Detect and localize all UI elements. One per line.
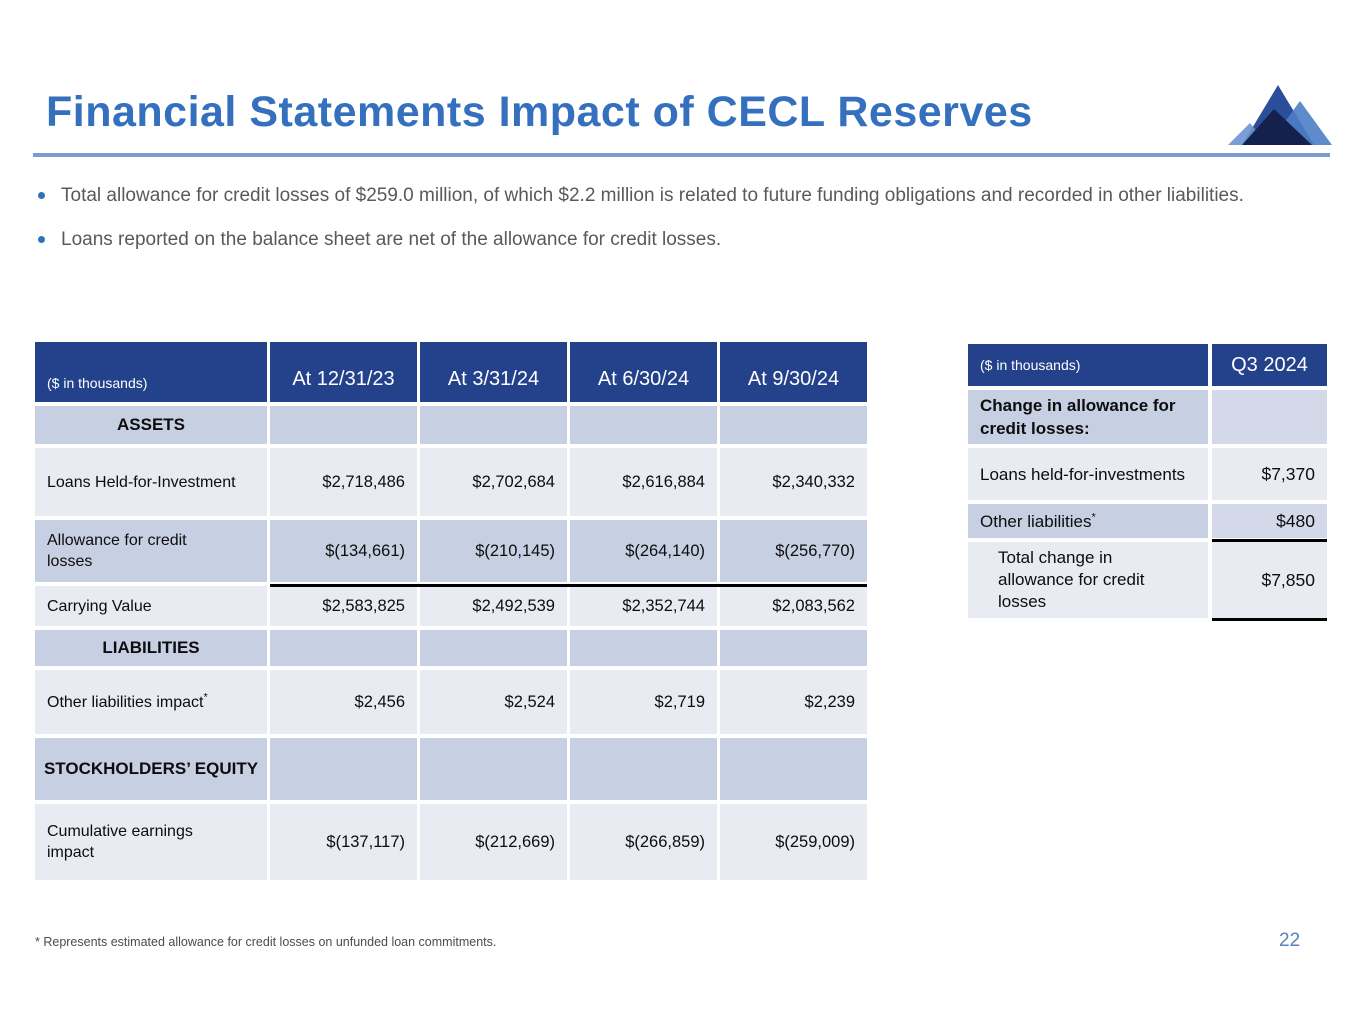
page-title: Financial Statements Impact of CECL Reserves: [46, 88, 1033, 136]
row-label: Other liabilities impact*: [35, 670, 267, 734]
table-row: [35, 586, 867, 626]
bullet-dot-icon: [38, 236, 45, 243]
column-header: At 3/31/24: [420, 342, 567, 402]
mountain-logo-icon: [1228, 80, 1334, 148]
column-header: At 12/31/23: [270, 342, 417, 402]
row-label: Cumulative earnings impact: [35, 804, 267, 880]
bullet-dot-icon: [38, 192, 45, 199]
table-row: [35, 670, 867, 734]
section-label: ASSETS: [35, 406, 267, 444]
cell-value: $(266,859): [570, 804, 717, 880]
section-row-liabilities: [35, 630, 867, 666]
cell-value: $2,719: [570, 670, 717, 734]
cell-value: $7,850: [1212, 542, 1327, 618]
cell-value: [1212, 390, 1327, 444]
cell-value: $2,239: [720, 670, 867, 734]
total-rule: [1212, 618, 1327, 621]
cell-value: $2,083,562: [720, 586, 867, 626]
table-row: [35, 804, 867, 880]
section-label: STOCKHOLDERS’ EQUITY: [35, 738, 267, 800]
page-number: 22: [1279, 930, 1301, 951]
cell-value: $480: [1212, 504, 1327, 538]
cell-value: $(259,009): [720, 804, 867, 880]
table-header-row: [968, 344, 1327, 386]
row-label: Loans Held-for-Investment: [35, 448, 267, 516]
row-label: Change in allowance for credit losses:: [968, 390, 1208, 444]
subtotal-rule: [270, 584, 867, 587]
footnote: * Represents estimated allowance for credit losses on unfunded loan commitments.: [35, 935, 497, 949]
column-header: At 9/30/24: [720, 342, 867, 402]
cell-value: $2,352,744: [570, 586, 717, 626]
bullet-list: [32, 182, 1334, 253]
main-financial-table: [32, 338, 870, 884]
bullet-text: Total allowance for credit losses of $259.0 million, of which $2.2 million is related to future funding obligations and recorded in other liabilities.: [61, 185, 1244, 206]
cell-value: $(256,770): [720, 520, 867, 582]
row-label: Other liabilities*: [968, 504, 1208, 538]
row-label: Carrying Value: [35, 586, 267, 626]
cell-value: $(210,145): [420, 520, 567, 582]
table-row: [968, 448, 1327, 500]
subtotal-rule: [1212, 539, 1327, 542]
bullet-item: [32, 182, 1334, 209]
table-row: [35, 520, 867, 582]
cell-value: $(137,117): [270, 804, 417, 880]
row-label: Total change in allowance for credit losses: [968, 542, 1208, 618]
cell-value: $2,456: [270, 670, 417, 734]
cell-value: $2,340,332: [720, 448, 867, 516]
cell-value: $(134,661): [270, 520, 417, 582]
cell-value: $(212,669): [420, 804, 567, 880]
section-label: LIABILITIES: [35, 630, 267, 666]
cell-value: $2,718,486: [270, 448, 417, 516]
table-row: [35, 448, 867, 516]
title-underline: [33, 153, 1330, 157]
section-row-stockholders-equity: [35, 738, 867, 800]
column-header: Q3 2024: [1212, 344, 1327, 386]
table-row: [968, 504, 1327, 538]
unit-label: ($ in thousands): [35, 342, 267, 402]
section-row-assets: [35, 406, 867, 444]
row-label: Loans held-for-investments: [968, 448, 1208, 500]
column-header: At 6/30/24: [570, 342, 717, 402]
table-row: [968, 390, 1327, 444]
cell-value: $2,702,684: [420, 448, 567, 516]
unit-label: ($ in thousands): [968, 344, 1208, 386]
cell-value: $2,583,825: [270, 586, 417, 626]
footnote-asterisk: *: [1091, 510, 1096, 523]
cell-value: $7,370: [1212, 448, 1327, 500]
side-table-change-in-allowance: [964, 340, 1331, 622]
footnote-asterisk: *: [203, 691, 208, 704]
bullet-text: Loans reported on the balance sheet are net of the allowance for credit losses.: [61, 229, 722, 250]
cell-value: $2,492,539: [420, 586, 567, 626]
table-header-row: [35, 342, 867, 402]
cell-value: $2,524: [420, 670, 567, 734]
table-row: [968, 542, 1327, 618]
bullet-item: [32, 226, 1334, 253]
row-label: Allowance for credit losses: [35, 520, 267, 582]
cell-value: $2,616,884: [570, 448, 717, 516]
cell-value: $(264,140): [570, 520, 717, 582]
